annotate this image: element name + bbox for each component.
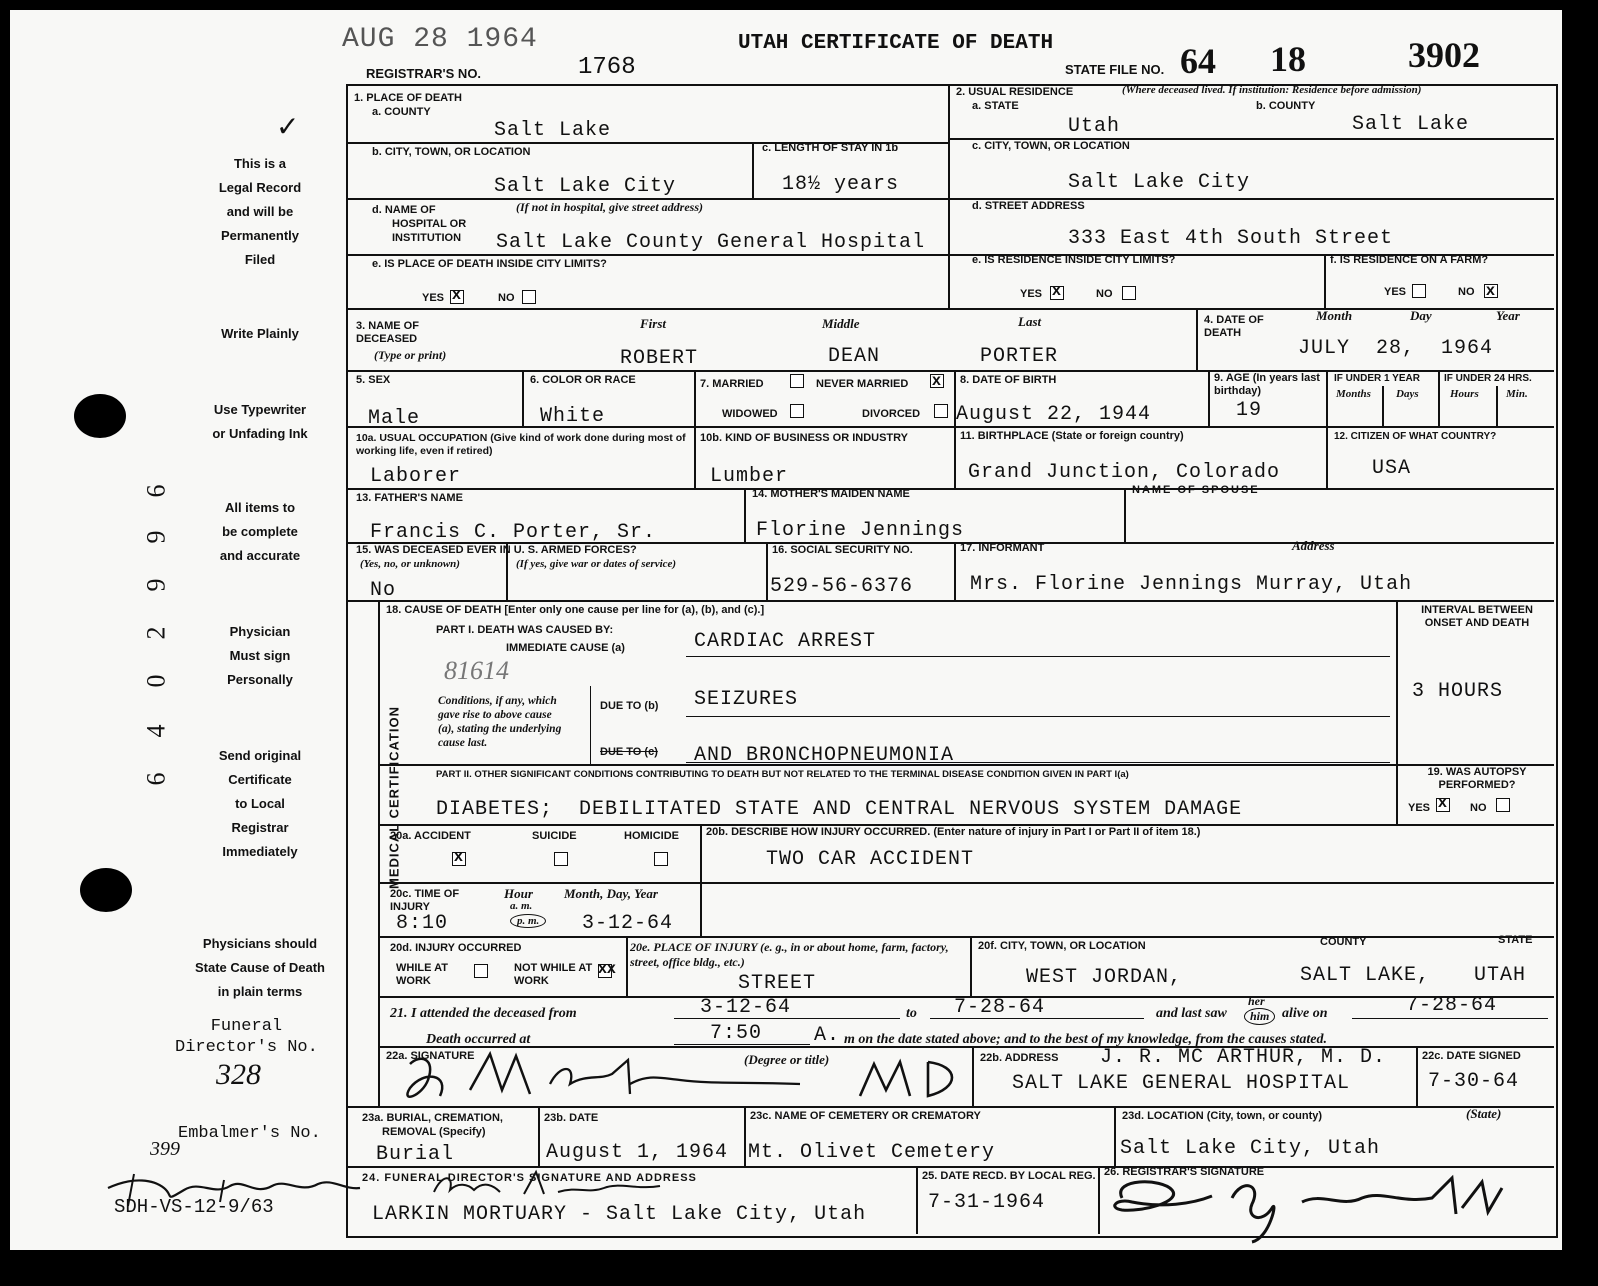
county-label: COUNTY <box>1320 936 1367 948</box>
funeral-director-signature <box>428 1166 668 1202</box>
cause-of-death-label: 18. CAUSE OF DEATH [Enter only one cause per line for (a), (b), and (c).] <box>386 604 765 616</box>
days-label: Days <box>1396 388 1419 400</box>
rule <box>538 1106 540 1166</box>
ssn-label: 16. SOCIAL SECURITY NO. <box>772 544 913 556</box>
physician-address-label: 22b. ADDRESS <box>980 1052 1059 1064</box>
date-signed-label: 22c. DATE SIGNED <box>1422 1050 1521 1062</box>
color-race: White <box>540 405 606 428</box>
attended-label: 21. I attended the deceased from <box>390 1006 577 1021</box>
county-label: a. COUNTY <box>372 106 431 118</box>
death-statement: m on the date stated above; and to the best of my knowledge, from the causes stated. <box>844 1032 1327 1047</box>
not-while-at-work-label: NOT WHILE AT WORK <box>514 962 593 987</box>
cemetery-label: 23c. NAME OF CEMETERY OR CREMATORY <box>750 1110 981 1122</box>
rule <box>752 142 754 198</box>
accident-label: 20a. ACCIDENT <box>390 830 471 842</box>
place-of-injury: STREET <box>738 972 817 995</box>
immediate-cause-label: IMMEDIATE CAUSE (a) <box>506 642 625 654</box>
father-name: Francis C. Porter, Sr. <box>370 521 657 544</box>
legal-record-note: This is a Legal Record and will be Permanently Filed <box>218 156 302 267</box>
while-at-work-label: WHILE AT WORK <box>396 962 448 987</box>
middle-name: DEAN <box>828 345 881 368</box>
conditions-hint: Conditions, if any, which gave rise to above cause (a), stating the underlying cause last. <box>438 695 562 749</box>
father-label: 13. FATHER'S NAME <box>356 492 463 504</box>
birthplace-label: 11. BIRTHPLACE (State or foreign country) <box>960 430 1184 442</box>
death-time: 7:50 <box>710 1022 763 1045</box>
rule <box>346 426 1554 428</box>
informant: Mrs. Florine Jennings Murray, Utah <box>970 573 1413 596</box>
no-label: NO <box>1470 802 1487 814</box>
death-county: Salt Lake <box>494 119 612 142</box>
attended-to: 7-28-64 <box>954 996 1046 1019</box>
informant-label: 17. INFORMANT <box>960 542 1045 554</box>
occupation-label: 10a. USUAL OCCUPATION (Give kind of work done during most of working life, even if retired) <box>356 432 686 457</box>
min-label: Min. <box>1506 388 1528 400</box>
serial-digit: 4 <box>141 724 171 738</box>
rule <box>1438 370 1440 426</box>
mdy-label: Month, Day, Year <box>564 886 658 901</box>
no-label: NO <box>1096 288 1113 300</box>
physician-note: Physician Must sign Personally <box>227 624 293 687</box>
physician-signature <box>380 1044 980 1114</box>
last-name: PORTER <box>980 345 1059 368</box>
street-label: d. STREET ADDRESS <box>972 200 1085 212</box>
rule <box>744 1106 746 1166</box>
birth-label: 8. DATE OF BIRTH <box>960 374 1057 386</box>
signature-label: 22a. SIGNATURE <box>386 1050 475 1062</box>
age: 19 <box>1236 399 1263 422</box>
check-x: x <box>1438 794 1447 811</box>
month-label: Month <box>1316 308 1353 323</box>
registrar-no: 1768 <box>578 54 636 81</box>
homicide-checkbox[interactable] <box>654 852 668 866</box>
check-x: xx <box>598 960 616 977</box>
state-file-code: 18 <box>1270 39 1306 79</box>
married-label: 7. MARRIED <box>700 378 764 390</box>
residence-county: Salt Lake <box>1352 113 1470 136</box>
due-to-c-label: DUE TO (c) <box>600 746 658 758</box>
punch-hole-bottom <box>80 868 132 912</box>
widowed-checkbox[interactable] <box>790 404 804 418</box>
hospital-hint: (If not in hospital, give street address) <box>516 200 704 214</box>
first-name: ROBERT <box>620 347 699 370</box>
state-label: STATE <box>1498 934 1533 946</box>
autopsy-label: 19. WAS AUTOPSY PERFORMED? <box>1427 766 1527 791</box>
residence-inside-no-checkbox[interactable] <box>1122 286 1136 300</box>
length-of-stay-label: c. LENGTH OF STAY IN 1b <box>762 142 899 154</box>
interval: 3 HOURS <box>1412 680 1504 703</box>
rule <box>686 656 1390 657</box>
cause-c: AND BRONCHOPNEUMONIA <box>694 744 955 767</box>
hospital-label: INSTITUTION <box>392 232 462 244</box>
rule <box>626 936 628 996</box>
farm-label: f. IS RESIDENCE ON A FARM? <box>1330 254 1489 266</box>
funeral-director-sig-label: 24. FUNERAL DIRECTOR'S SIGNATURE AND ADDRESS <box>362 1172 697 1184</box>
homicide-label: HOMICIDE <box>624 830 679 842</box>
rule <box>954 370 956 488</box>
state-file-label: STATE FILE NO. <box>1065 62 1165 77</box>
injury-occurred-label: 20d. INJURY OCCURRED <box>390 942 522 954</box>
date-signed: 7-30-64 <box>1428 1070 1520 1093</box>
under-24-hrs-label: IF UNDER 24 HRS. <box>1444 373 1532 384</box>
months-label: Months <box>1336 388 1371 400</box>
serial-digit: 6 <box>141 772 171 786</box>
time-of-injury-label: 20c. TIME OF INJURY <box>390 888 460 913</box>
rule <box>694 370 696 426</box>
check-x: x <box>452 286 461 303</box>
business: Lumber <box>710 465 789 488</box>
place-of-injury-label: 20e. PLACE OF INJURY (e. g., in or about home, farm, factory, street, office bldg., etc.) <box>630 940 949 969</box>
rule <box>378 936 1554 938</box>
rule <box>346 308 1554 310</box>
suicide-label: SUICIDE <box>532 830 577 842</box>
physicians-should-note: Physicians should State Cause of Death in plain terms <box>194 936 326 999</box>
rule <box>1098 1166 1100 1234</box>
armed-forces-label: 15. WAS DECEASED EVER IN U. S. ARMED FORCES? <box>356 544 637 556</box>
cemetery: Mt. Olivet Cemetery <box>748 1141 996 1164</box>
injury-description: TWO CAR ACCIDENT <box>766 848 975 871</box>
check-x: x <box>932 372 941 389</box>
middle-label: Middle <box>822 316 860 331</box>
sex: Male <box>368 407 421 430</box>
part-2-conditions: DIABETES; DEBILITATED STATE AND CENTRAL NERVOUS SYSTEM DAMAGE <box>436 798 1243 821</box>
name-hint: (Type or print) <box>374 348 447 362</box>
yes-label: YES <box>1384 286 1407 298</box>
county-label: b. COUNTY <box>1256 100 1316 112</box>
am-label: a. m. <box>510 900 533 912</box>
state-label: a. STATE <box>972 100 1019 112</box>
to-label: to <box>906 1006 917 1021</box>
widowed-label: WIDOWED <box>722 408 778 420</box>
certificate-title: UTAH CERTIFICATE OF DEATH <box>738 32 1054 55</box>
rule <box>744 488 746 542</box>
cemetery-location: Salt Lake City, Utah <box>1120 1137 1381 1160</box>
city-label: b. CITY, TOWN, OR LOCATION <box>372 146 531 158</box>
divorced-label: DIVORCED <box>862 408 921 420</box>
serial-digit: 6 <box>141 484 171 498</box>
handwritten-code: 81614 <box>444 656 509 685</box>
part-2-label: PART II. OTHER SIGNIFICANT CONDITIONS CONTRIBUTING TO DEATH BUT NOT RELATED TO THE TERMINAL DISEASE CONDITION GIVEN IN PART I(a) <box>436 769 1129 780</box>
embalmer-no: 399 <box>150 1138 180 1160</box>
check-x: x <box>1486 282 1495 299</box>
her-label: her <box>1248 994 1265 1008</box>
date-of-death: JULY 28, 1964 <box>1298 337 1494 360</box>
business-label: 10b. KIND OF BUSINESS OR INDUSTRY <box>700 432 909 444</box>
rule <box>686 762 1390 763</box>
hospital-label: d. NAME OF <box>372 204 436 216</box>
rule <box>346 488 1554 490</box>
date-received-label: 25. DATE RECD. BY LOCAL REG. <box>922 1170 1096 1182</box>
alive-on-label: alive on <box>1282 1006 1328 1021</box>
registrar-no-label: REGISTRAR'S NO. <box>366 66 482 81</box>
sex-label: 5. SEX <box>356 374 391 386</box>
embalmer-signature <box>104 1166 364 1216</box>
residence-inside-label: e. IS RESIDENCE INSIDE CITY LIMITS? <box>972 254 1176 266</box>
interval-label: INTERVAL BETWEEN ONSET AND DEATH <box>1421 604 1533 629</box>
rule <box>1352 1018 1548 1019</box>
residence-state: Utah <box>1068 115 1121 138</box>
rule <box>1196 308 1198 370</box>
rule <box>590 686 591 764</box>
name-label: 3. NAME OF DECEASED <box>356 320 419 345</box>
autopsy-no-checkbox[interactable] <box>1496 798 1510 812</box>
registrar-signature <box>1102 1168 1522 1248</box>
serial-digit: 9 <box>141 578 171 592</box>
rule <box>930 1018 1144 1019</box>
state-label: (State) <box>1466 1106 1502 1121</box>
residence-hint: (Where deceased lived. If institution: Residence before admission) <box>1122 84 1422 96</box>
received-stamp: AUG 28 1964 <box>342 24 538 55</box>
mother-label: 14. MOTHER'S MAIDEN NAME <box>752 488 910 500</box>
serial-digit: 0 <box>141 674 171 688</box>
never-married-label: NEVER MARRIED <box>816 378 909 390</box>
state-file-no: 3902 <box>1408 35 1480 75</box>
burial-label: 23a. BURIAL, CREMATION, <box>362 1112 503 1124</box>
him-label: him <box>1244 1008 1275 1025</box>
embalmer-label: Embalmer's No. <box>178 1124 321 1143</box>
address-label: Address <box>1292 538 1335 553</box>
city-label: c. CITY, TOWN, OR LOCATION <box>972 140 1130 152</box>
check-x: x <box>454 848 463 865</box>
rule <box>1114 1106 1116 1166</box>
medical-certification-label: MEDICAL CERTIFICATION <box>386 706 402 890</box>
hour-label: Hour <box>504 886 533 901</box>
rule <box>694 426 696 488</box>
physician-name: J. R. MC ARTHUR, M. D. <box>1100 1046 1387 1069</box>
cause-a: CARDIAC ARREST <box>694 630 877 653</box>
rule <box>1326 370 1328 488</box>
rule <box>522 370 524 426</box>
rule <box>916 1166 918 1234</box>
degree-label: (Degree or title) <box>744 1052 830 1067</box>
injury-state: UTAH <box>1474 964 1527 987</box>
ssn: 529-56-6376 <box>770 575 914 598</box>
rule <box>1124 488 1126 542</box>
serial-digit: 9 <box>141 530 171 544</box>
due-to-b-label: DUE TO (b) <box>600 700 659 712</box>
hours-label: Hours <box>1450 388 1479 400</box>
rule <box>1496 386 1498 426</box>
funeral-director-no: 328 <box>216 1058 261 1091</box>
serial-digit: 2 <box>141 626 171 640</box>
first-label: First <box>640 316 667 331</box>
form-number: SDH-VS-12-9/63 <box>114 1196 274 1218</box>
farm-yes-checkbox[interactable] <box>1412 284 1426 298</box>
death-certificate <box>10 10 1562 1250</box>
funeral-director: LARKIN MORTUARY - Salt Lake City, Utah <box>372 1203 867 1226</box>
rule <box>970 936 972 996</box>
married-checkbox[interactable] <box>790 374 804 388</box>
yes-label: YES <box>1408 802 1431 814</box>
residence-city: Salt Lake City <box>1068 171 1251 194</box>
rule <box>1382 386 1384 426</box>
rule <box>766 542 768 600</box>
armed-forces: No <box>370 579 397 602</box>
spouse-label: NAME OF SPOUSE <box>1132 484 1260 496</box>
time-of-injury: 8:10 <box>396 912 449 935</box>
date-of-birth: August 22, 1944 <box>956 403 1152 426</box>
under-1-year-label: IF UNDER 1 YEAR <box>1334 373 1420 384</box>
no-label: NO <box>1458 286 1475 298</box>
year-label: Year <box>1496 308 1520 323</box>
place-of-death-label: 1. PLACE OF DEATH <box>354 92 462 104</box>
yes-label: YES <box>1020 288 1043 300</box>
burial-date-label: 23b. DATE <box>544 1112 599 1124</box>
part-1-label: PART I. DEATH WAS CAUSED BY: <box>436 624 614 636</box>
hospital-label: HOSPITAL OR <box>392 218 467 230</box>
while-at-work-checkbox[interactable] <box>474 964 488 978</box>
rule <box>1416 1046 1418 1106</box>
rule <box>1324 254 1326 308</box>
injury-city: WEST JORDAN, <box>1026 966 1183 989</box>
injury-description-label: 20b. DESCRIBE HOW INJURY OCCURRED. (Enter nature of injury in Part I or Part II of item 18.) <box>706 826 1201 838</box>
divorced-checkbox[interactable] <box>934 404 948 418</box>
state-file-year: 64 <box>1180 41 1216 81</box>
hospital-name: Salt Lake County General Hospital <box>496 231 926 254</box>
attended-from: 3-12-64 <box>700 996 792 1019</box>
last-label: Last <box>1018 314 1042 329</box>
death-am: A. <box>814 1024 841 1047</box>
occupation: Laborer <box>370 465 462 488</box>
check-x: x <box>1052 282 1061 299</box>
color-label: 6. COLOR OR RACE <box>530 374 636 386</box>
birthplace: Grand Junction, Colorado <box>968 461 1281 484</box>
write-plainly-note: Write Plainly <box>221 326 299 341</box>
length-of-stay: 18½ years <box>782 173 900 196</box>
injury-date: 3-12-64 <box>582 912 674 935</box>
residence-label: 2. USUAL RESIDENCE <box>956 86 1074 98</box>
burial-date: August 1, 1964 <box>546 1141 729 1164</box>
armed-hint: (Yes, no, or unknown) <box>360 558 460 570</box>
check-mark: ✓ <box>276 111 300 142</box>
alive-date: 7-28-64 <box>1406 994 1498 1017</box>
funeral-director-label: Funeral Director's No. <box>175 1017 318 1057</box>
residence-street: 333 East 4th South Street <box>1068 227 1394 250</box>
rule <box>378 600 380 1106</box>
cause-b: SEIZURES <box>694 688 799 711</box>
death-occurred-label: Death occurred at <box>426 1032 531 1047</box>
age-label: 9. AGE (In years last birthday) <box>1214 372 1320 397</box>
rule <box>674 1018 900 1019</box>
burial-method: Burial <box>376 1143 455 1166</box>
pm-label: p. m. <box>510 914 546 928</box>
burial-label: REMOVAL (Specify) <box>382 1126 486 1138</box>
rule <box>346 600 1554 602</box>
citizen-label: 12. CITIZEN OF WHAT COUNTRY? <box>1334 431 1497 442</box>
war-hint: (If yes, give war or dates of service) <box>516 558 677 570</box>
rule <box>378 764 1554 766</box>
registrar-signature-label: 26. REGISTRAR'S SIGNATURE <box>1104 1166 1265 1178</box>
physician-address: SALT LAKE GENERAL HOSPITAL <box>1012 1072 1351 1095</box>
last-saw-label: and last saw <box>1156 1006 1227 1021</box>
death-city: Salt Lake City <box>494 175 677 198</box>
death-inside-no-checkbox[interactable] <box>522 290 536 304</box>
suicide-checkbox[interactable] <box>554 852 568 866</box>
rule <box>948 84 950 308</box>
yes-label: YES <box>422 292 445 304</box>
injury-county: SALT LAKE, <box>1300 964 1431 987</box>
cemetery-location-label: 23d. LOCATION (City, town, or county) <box>1122 1110 1323 1122</box>
date-received: 7-31-1964 <box>928 1191 1046 1214</box>
punch-hole-top <box>74 394 126 438</box>
typewriter-note: Use Typewriter or Unfading Ink <box>212 402 308 441</box>
mother-name: Florine Jennings <box>756 519 965 542</box>
complete-note: All items to be complete and accurate <box>219 500 301 563</box>
rule <box>378 882 1554 884</box>
no-label: NO <box>498 292 515 304</box>
location-label: 20f. CITY, TOWN, OR LOCATION <box>978 940 1146 952</box>
rule <box>1396 600 1398 824</box>
rule <box>686 716 1390 717</box>
day-label: Day <box>1410 308 1432 323</box>
citizen: USA <box>1372 457 1412 480</box>
inside-city-label: e. IS PLACE OF DEATH INSIDE CITY LIMITS? <box>372 258 607 270</box>
date-of-death-label: 4. DATE OF DEATH <box>1204 314 1264 339</box>
send-original-note: Send original Certificate to Local Registrar Immediately <box>218 748 302 859</box>
rule <box>700 824 702 936</box>
rule <box>954 542 956 600</box>
rule <box>1208 370 1210 426</box>
